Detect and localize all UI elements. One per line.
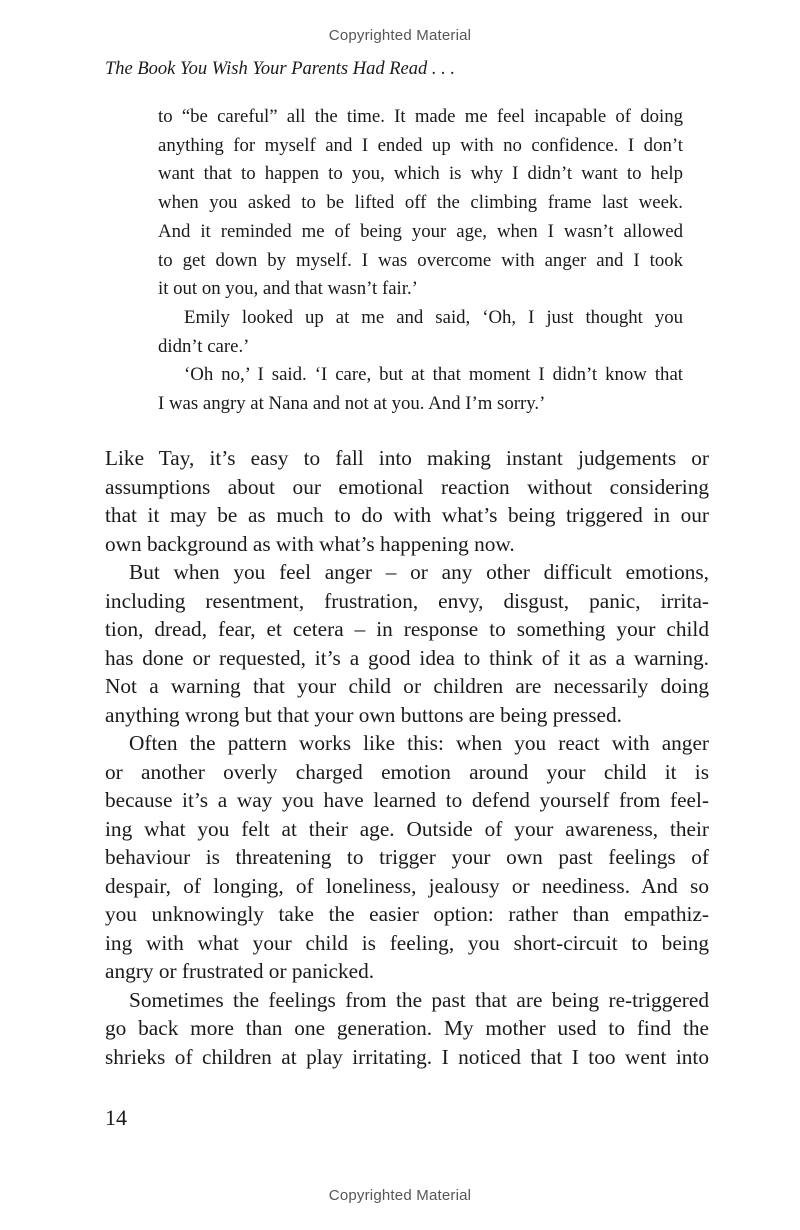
body-line: tion, dread, fear, et cetera – in response to something your child [105,617,709,641]
quote-line: didn’t care.’ [158,335,250,357]
body-line: because it’s a way you have learned to defend yourself from feel- [105,788,709,812]
page-number: 14 [105,1105,127,1130]
body-line: shrieks of children at play irritating. I noticed that I too went into [105,1044,709,1069]
body-line: has done or requested, it’s a good idea to think of it as a warning. [105,645,709,670]
quote-line: want that to happen to you, which is why I didn’t want to help [158,163,683,185]
body-line: go back more than one generation. My mother used to find the [105,1016,709,1040]
quote-line: I was angry at Nana and not at you. And I’m sorry.’ [158,393,546,415]
body-line: you unknowingly take the easier option: rather than empathiz- [105,902,709,926]
copyright-watermark-top: Copyrighted Material [328,27,472,44]
body-line: that it may be as much to do with what’s being triggered in our [105,503,709,527]
body-line: including resentment, frustration, envy, disgust, panic, irrita- [105,588,709,613]
quote-line: ‘Oh no,’ I said. ‘I care, but at that moment I didn’t know that [184,364,683,386]
body-line: assumptions about our emotional reaction without considering [105,474,709,499]
body-line: angry or frustrated or panicked. [105,959,375,983]
body-line: Not a warning that your child or children are necessarily doing [105,674,709,698]
quote-line: it out on you, and that wasn’t fair.’ [158,278,418,300]
body-line: ing with what your child is feeling, you short-circuit to being [105,930,709,955]
body-line: despair, of longing, of loneliness, jealousy or neediness. And so [105,873,709,898]
running-head: The Book You Wish Your Parents Had Read . . . [105,59,455,79]
quote-line: to get down by myself. I was overcome with anger and I took [158,249,683,271]
body-line: ing what you felt at their age. Outside of your awareness, their [105,816,709,841]
body-text [105,444,709,1071]
body-line: behaviour is threatening to trigger your own past feelings of [105,845,709,869]
quote-line: anything for myself and I ended up with no confidence. I don’t [158,134,683,156]
body-line: anything wrong but that your own buttons are being pressed. [105,702,622,727]
body-line: or another overly charged emotion around your child it is [105,759,709,784]
quote-line: to “be careful” all the time. It made me feel incapable of doing [158,106,683,127]
block-quote [158,103,683,419]
copyright-watermark-bottom: Copyrighted Material [328,1187,472,1204]
body-line: Like Tay, it’s easy to fall into making instant judgements or [105,446,709,470]
quote-line: And it reminded me of being your age, when I wasn’t allowed [158,220,683,242]
quote-line: when you asked to be lifted off the climbing frame last week. [158,192,683,214]
body-line: But when you feel anger – or any other difficult emotions, [129,560,709,584]
body-line: Sometimes the feelings from the past that are being re-triggered [129,987,709,1012]
body-line: Often the pattern works like this: when you react with anger [129,731,709,755]
body-line: own background as with what’s happening now. [105,531,515,556]
quote-line: Emily looked up at me and said, ‘Oh, I just thought you [184,306,683,328]
